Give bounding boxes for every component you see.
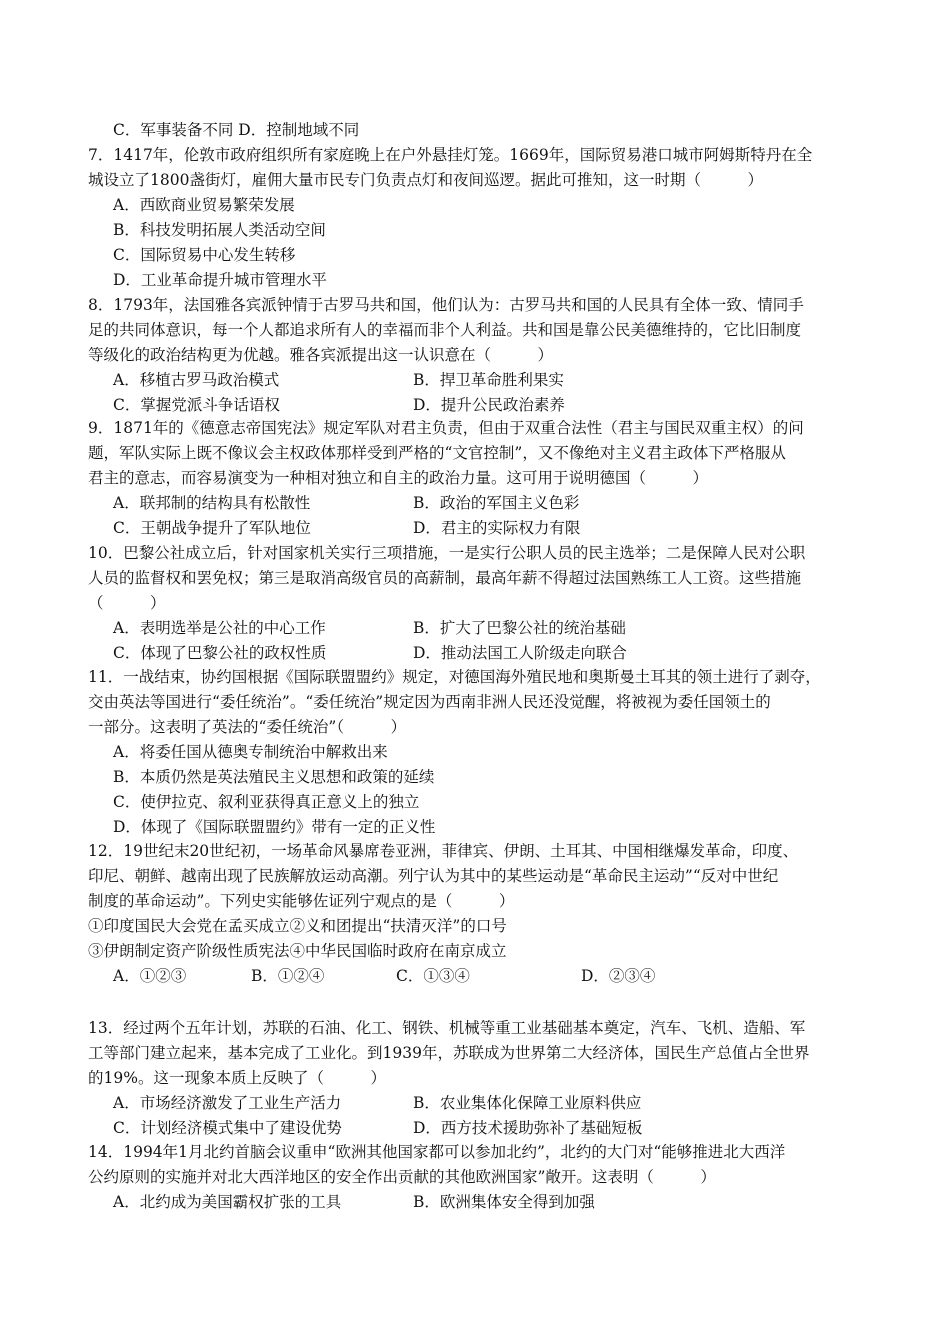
- q13-option-d: D．西方技术援助弥补了基础短板: [413, 1119, 643, 1137]
- q7-stem-line-2: 城设立了1800盏街灯，雇佣大量市民专门负责点灯和夜间巡逻。据此可推知，这一时期（ ）: [88, 171, 763, 189]
- q8-option-a: A．移植古罗马政治模式: [113, 371, 280, 389]
- q8-option-b: B．捍卫革命胜利果实: [413, 371, 564, 389]
- q12-option-a: A．①②③: [113, 967, 187, 985]
- q12-statements-1: ①印度国民大会党在孟买成立②义和团提出“扶清灭洋”的口号: [88, 917, 507, 935]
- q12-option-d: D．②③④: [581, 967, 656, 985]
- q11-option-c: C．使伊拉克、叙利亚获得真正意义上的独立: [113, 793, 420, 811]
- q10-option-a: A．表明选举是公社的中心工作: [113, 619, 326, 637]
- q7-option-b: B．科技发明拓展人类活动空间: [113, 221, 326, 239]
- q9-stem-line-2: 题，军队实际上既不像议会主权政体那样受到严格的“文官控制”，又不像绝对主义君主政体下严格服从: [88, 444, 786, 462]
- q12-option-c: C．①③④: [396, 967, 470, 985]
- q9-option-c: C．王朝战争提升了军队地位: [113, 519, 311, 537]
- q6-option-cd: C．军事装备不同 D．控制地域不同: [113, 121, 360, 139]
- q12-stem-line-2: 印尼、朝鲜、越南出现了民族解放运动高潮。列宁认为其中的某些运动是“革命民主运动”“反对中世纪: [88, 867, 779, 885]
- q11-option-b: B．本质仍然是英法殖民主义思想和政策的延续: [113, 768, 435, 786]
- q11-stem-line-1: 11．一战结束，协约国根据《国际联盟盟约》规定，对德国海外殖民地和奥斯曼土耳其的领土进行了剥夺，: [88, 668, 821, 686]
- q7-option-d: D．工业革命提升城市管理水平: [113, 271, 327, 289]
- q11-stem-line-2: 交由英法等国进行“委任统治”。“委任统治”规定因为西南非洲人民还没觉醒，将被视为委任国领土的: [88, 693, 771, 711]
- q7-stem-line-1: 7．1417年，伦敦市政府组织所有家庭晚上在户外悬挂灯笼。1669年，国际贸易港口城市阿姆斯特丹在全: [88, 146, 813, 164]
- q13-option-c: C．计划经济模式集中了建设优势: [113, 1119, 342, 1137]
- q10-stem-line-3: （ ）: [88, 594, 166, 612]
- q9-option-d: D．君主的实际权力有限: [413, 519, 581, 537]
- q12-statements-2: ③伊朗制定资产阶级性质宪法④中华民国临时政府在南京成立: [88, 942, 507, 960]
- q12-option-b: B．①②④: [251, 967, 325, 985]
- q13-options-row-1: [113, 1091, 893, 1116]
- q13-stem-line-3: 的19%。这一现象本质上反映了（ ）: [88, 1069, 386, 1087]
- q10-options-row-1: [113, 616, 893, 641]
- q8-options-row-2: [113, 393, 893, 418]
- q9-option-b: B．政治的军国主义色彩: [413, 494, 580, 512]
- q9-stem-line-1: 9．1871年的《德意志帝国宪法》规定军队对君主负责，但由于双重合法性（君主与国民双重主权）的问: [88, 419, 804, 437]
- q10-option-b: B．扩大了巴黎公社的统治基础: [413, 619, 626, 637]
- q8-options-row-1: [113, 368, 893, 393]
- q10-options-row-2: [113, 641, 893, 666]
- q10-stem-line-1: 10．巴黎公社成立后，针对国家机关实行三项措施，一是实行公职人员的民主选举；二是保障人民对公职: [88, 544, 806, 562]
- q13-option-b: B．农业集体化保障工业原料供应: [413, 1094, 642, 1112]
- q8-stem-line-1: 8．1793年，法国雅各宾派钟情于古罗马共和国，他们认为：古罗马共和国的人民具有全体一致、情同手: [88, 296, 804, 314]
- q11-option-d: D．体现了《国际联盟盟约》带有一定的正义性: [113, 818, 436, 836]
- q13-stem-line-1: 13．经过两个五年计划，苏联的石油、化工、钢铁、机械等重工业基础基本奠定，汽车、飞机、造船、军: [88, 1019, 806, 1037]
- q13-stem-line-2: 工等部门建立起来，基本完成了工业化。到1939年，苏联成为世界第二大经济体，国民生产总值占全世界: [88, 1044, 810, 1062]
- q14-options-row-1: [113, 1190, 893, 1215]
- q10-option-d: D．推动法国工人阶级走向联合: [413, 644, 627, 662]
- q8-stem-line-3: 等级化的政治结构更为优越。雅各宾派提出这一认识意在（ ）: [88, 346, 554, 364]
- q11-option-a: A．将委任国从德奥专制统治中解救出来: [113, 743, 388, 761]
- q14-stem-line-1: 14．1994年1月北约首脑会议重申“欧洲其他国家都可以参加北约”，北约的大门对“能够推进北大西洋: [88, 1143, 786, 1161]
- q13-options-row-2: [113, 1116, 893, 1141]
- q10-stem-line-2: 人员的监督权和罢免权；第三是取消高级官员的高薪制，最高年薪不得超过法国熟练工人工资。这些措施: [88, 569, 802, 587]
- q11-stem-line-3: 一部分。这表明了英法的“委任统治”（ ）: [88, 718, 407, 736]
- q12-options-row: [113, 964, 893, 989]
- q12-stem-line-3: 制度的革命运动”。下列史实能够佐证列宁观点的是（ ）: [88, 892, 515, 910]
- q10-option-c: C．体现了巴黎公社的政权性质: [113, 644, 327, 662]
- q14-option-b: B．欧洲集体安全得到加强: [413, 1193, 595, 1211]
- q13-option-a: A．市场经济激发了工业生产活力: [113, 1094, 342, 1112]
- q8-stem-line-2: 足的共同体意识，每一个人都追求所有人的幸福而非个人利益。共和国是靠公民美德维持的，它比旧制度: [88, 321, 802, 339]
- q9-stem-line-3: 君主的意志，而容易演变为一种相对独立和自主的政治力量。这可用于说明德国（ ）: [88, 469, 709, 487]
- q7-option-c: C．国际贸易中心发生转移: [113, 246, 296, 264]
- q9-options-row-2: [113, 516, 893, 541]
- q8-option-c: C．掌握党派斗争话语权: [113, 396, 280, 414]
- q8-option-d: D．提升公民政治素养: [413, 396, 565, 414]
- q12-stem-line-1: 12．19世纪末20世纪初，一场革命风暴席卷亚洲，菲律宾、伊朗、土耳其、中国相继爆发革命，印度、: [88, 842, 799, 860]
- q9-option-a: A．联邦制的结构具有松散性: [113, 494, 311, 512]
- q14-option-a: A．北约成为美国霸权扩张的工具: [113, 1193, 342, 1211]
- q9-options-row-1: [113, 491, 893, 516]
- q7-option-a: A．西欧商业贸易繁荣发展: [113, 196, 295, 214]
- q14-stem-line-2: 公约原则的实施并对北大西洋地区的安全作出贡献的其他欧洲国家”敞开。这表明（ ）: [88, 1168, 716, 1186]
